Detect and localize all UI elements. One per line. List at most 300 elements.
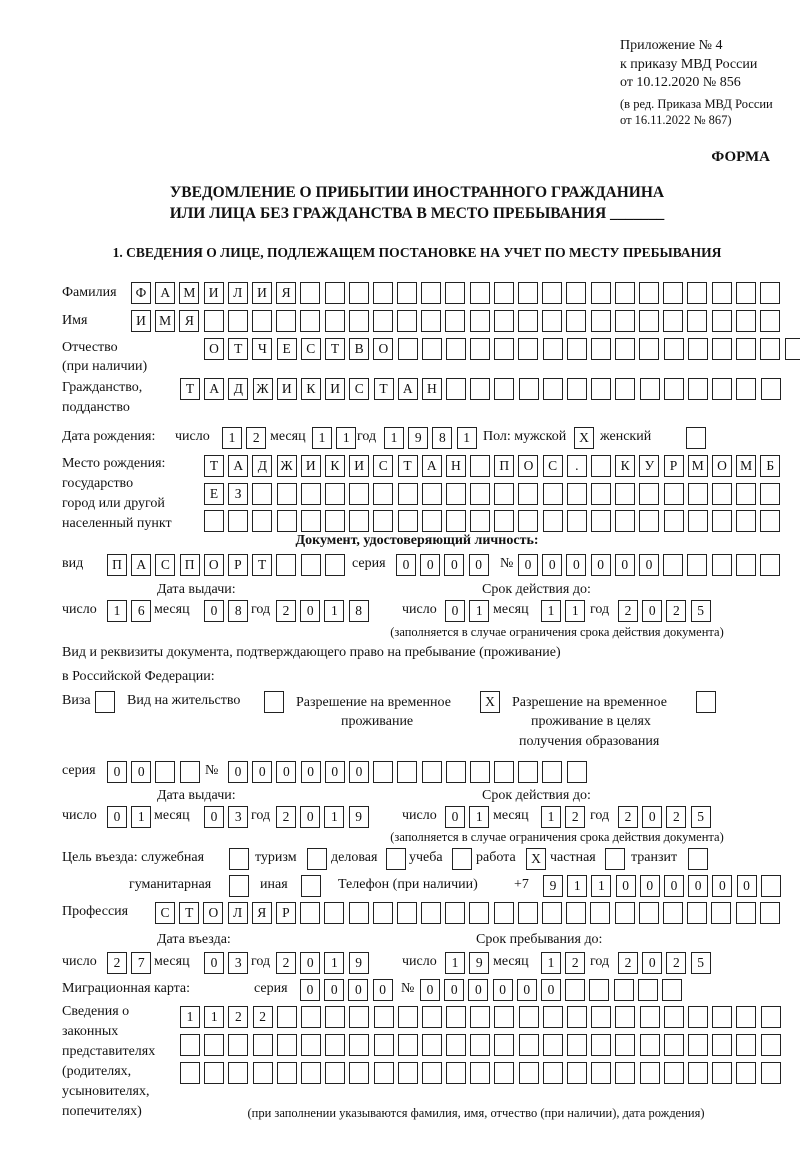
char-cell[interactable]: [397, 761, 417, 783]
char-cell[interactable]: 1: [222, 427, 242, 449]
char-cell[interactable]: 1: [180, 1006, 200, 1028]
char-cell[interactable]: 2: [276, 952, 296, 974]
char-cell[interactable]: [349, 310, 369, 332]
char-cell[interactable]: М: [155, 310, 175, 332]
char-cell[interactable]: [300, 902, 320, 924]
char-cell[interactable]: Ф: [131, 282, 151, 304]
char-cell[interactable]: [422, 338, 442, 360]
char-cell[interactable]: 2: [107, 952, 127, 974]
char-cell[interactable]: 0: [591, 554, 611, 576]
char-cell[interactable]: Е: [204, 483, 224, 505]
char-cell[interactable]: [494, 1006, 514, 1028]
char-cell[interactable]: 0: [444, 554, 464, 576]
char-cell[interactable]: И: [325, 378, 345, 400]
char-cell[interactable]: [615, 1034, 635, 1056]
char-cell[interactable]: [374, 1006, 394, 1028]
char-cell[interactable]: [605, 848, 625, 870]
char-cell[interactable]: [565, 979, 585, 1001]
char-cell[interactable]: [276, 310, 296, 332]
char-cell[interactable]: [712, 282, 732, 304]
char-cell[interactable]: Б: [760, 455, 780, 477]
char-cell[interactable]: [664, 338, 684, 360]
char-cell[interactable]: 0: [228, 761, 248, 783]
char-cell[interactable]: [591, 483, 611, 505]
char-cell[interactable]: 1: [445, 952, 465, 974]
char-cell[interactable]: [639, 282, 659, 304]
char-cell[interactable]: Я: [252, 902, 272, 924]
char-cell[interactable]: [591, 310, 611, 332]
char-cell[interactable]: 0: [640, 875, 660, 897]
char-cell[interactable]: А: [204, 378, 224, 400]
char-cell[interactable]: 2: [618, 600, 638, 622]
char-cell[interactable]: [229, 875, 249, 897]
char-cell[interactable]: [253, 1034, 273, 1056]
char-cell[interactable]: 0: [348, 979, 368, 1001]
char-cell[interactable]: [446, 510, 466, 532]
char-cell[interactable]: 1: [469, 600, 489, 622]
char-cell[interactable]: Т: [180, 378, 200, 400]
char-cell[interactable]: [325, 483, 345, 505]
char-cell[interactable]: [688, 483, 708, 505]
char-cell[interactable]: [422, 761, 442, 783]
char-cell[interactable]: Т: [374, 378, 394, 400]
char-cell[interactable]: 2: [246, 427, 266, 449]
char-cell[interactable]: 0: [737, 875, 757, 897]
char-cell[interactable]: [277, 1034, 297, 1056]
char-cell[interactable]: [664, 1006, 684, 1028]
char-cell[interactable]: 1: [541, 806, 561, 828]
char-cell[interactable]: 0: [420, 979, 440, 1001]
char-cell[interactable]: [397, 310, 417, 332]
char-cell[interactable]: 1: [591, 875, 611, 897]
char-cell[interactable]: 0: [642, 952, 662, 974]
char-cell[interactable]: А: [398, 378, 418, 400]
char-cell[interactable]: 1: [204, 1006, 224, 1028]
char-cell[interactable]: [398, 338, 418, 360]
char-cell[interactable]: У: [639, 455, 659, 477]
char-cell[interactable]: 0: [107, 806, 127, 828]
char-cell[interactable]: [736, 1006, 756, 1028]
char-cell[interactable]: [566, 282, 586, 304]
char-cell[interactable]: [398, 483, 418, 505]
char-cell[interactable]: [325, 1006, 345, 1028]
char-cell[interactable]: [204, 310, 224, 332]
char-cell[interactable]: [494, 1062, 514, 1084]
char-cell[interactable]: [686, 427, 706, 449]
char-cell[interactable]: 0: [373, 979, 393, 1001]
char-cell[interactable]: 9: [349, 806, 369, 828]
char-cell[interactable]: Д: [228, 378, 248, 400]
char-cell[interactable]: В: [349, 338, 369, 360]
char-cell[interactable]: О: [204, 338, 224, 360]
char-cell[interactable]: [688, 1062, 708, 1084]
char-cell[interactable]: [711, 902, 731, 924]
char-cell[interactable]: [325, 310, 345, 332]
char-cell[interactable]: [374, 1062, 394, 1084]
char-cell[interactable]: 3: [228, 806, 248, 828]
char-cell[interactable]: П: [180, 554, 200, 576]
char-cell[interactable]: [591, 1006, 611, 1028]
char-cell[interactable]: [301, 1062, 321, 1084]
char-cell[interactable]: [324, 902, 344, 924]
char-cell[interactable]: [228, 510, 248, 532]
char-cell[interactable]: [542, 761, 562, 783]
char-cell[interactable]: [518, 902, 538, 924]
char-cell[interactable]: [591, 282, 611, 304]
char-cell[interactable]: С: [373, 455, 393, 477]
char-cell[interactable]: [373, 483, 393, 505]
char-cell[interactable]: [301, 1034, 321, 1056]
char-cell[interactable]: [760, 282, 780, 304]
char-cell[interactable]: [543, 483, 563, 505]
char-cell[interactable]: 0: [616, 875, 636, 897]
char-cell[interactable]: [470, 455, 490, 477]
char-cell[interactable]: 2: [276, 600, 296, 622]
char-cell[interactable]: Т: [325, 338, 345, 360]
char-cell[interactable]: [325, 282, 345, 304]
char-cell[interactable]: [712, 310, 732, 332]
char-cell[interactable]: 0: [324, 979, 344, 1001]
char-cell[interactable]: [421, 282, 441, 304]
char-cell[interactable]: 0: [493, 979, 513, 1001]
char-cell[interactable]: П: [107, 554, 127, 576]
char-cell[interactable]: [446, 761, 466, 783]
char-cell[interactable]: [696, 691, 716, 713]
char-cell[interactable]: 8: [349, 600, 369, 622]
char-cell[interactable]: [397, 282, 417, 304]
char-cell[interactable]: 1: [336, 427, 356, 449]
char-cell[interactable]: [373, 310, 393, 332]
char-cell[interactable]: 0: [445, 600, 465, 622]
char-cell[interactable]: [277, 483, 297, 505]
char-cell[interactable]: [494, 761, 514, 783]
char-cell[interactable]: Д: [252, 455, 272, 477]
char-cell[interactable]: [349, 483, 369, 505]
char-cell[interactable]: [494, 902, 514, 924]
char-cell[interactable]: 0: [204, 952, 224, 974]
char-cell[interactable]: И: [301, 455, 321, 477]
char-cell[interactable]: [736, 378, 756, 400]
char-cell[interactable]: [543, 378, 563, 400]
char-cell[interactable]: [590, 902, 610, 924]
char-cell[interactable]: 1: [324, 806, 344, 828]
char-cell[interactable]: [301, 554, 321, 576]
char-cell[interactable]: [470, 282, 490, 304]
char-cell[interactable]: X: [574, 427, 594, 449]
char-cell[interactable]: [712, 1006, 732, 1028]
char-cell[interactable]: [785, 338, 800, 360]
char-cell[interactable]: [760, 310, 780, 332]
char-cell[interactable]: [664, 1062, 684, 1084]
char-cell[interactable]: [615, 483, 635, 505]
char-cell[interactable]: [422, 1034, 442, 1056]
char-cell[interactable]: [470, 310, 490, 332]
char-cell[interactable]: Е: [277, 338, 297, 360]
char-cell[interactable]: [349, 902, 369, 924]
char-cell[interactable]: [591, 1062, 611, 1084]
char-cell[interactable]: [687, 310, 707, 332]
char-cell[interactable]: [712, 1062, 732, 1084]
char-cell[interactable]: [422, 1062, 442, 1084]
char-cell[interactable]: [542, 310, 562, 332]
char-cell[interactable]: [567, 761, 587, 783]
char-cell[interactable]: [446, 338, 466, 360]
char-cell[interactable]: 0: [518, 554, 538, 576]
char-cell[interactable]: [469, 902, 489, 924]
char-cell[interactable]: [615, 378, 635, 400]
char-cell[interactable]: 0: [301, 761, 321, 783]
char-cell[interactable]: [301, 1006, 321, 1028]
char-cell[interactable]: [518, 282, 538, 304]
char-cell[interactable]: [518, 510, 538, 532]
char-cell[interactable]: [421, 902, 441, 924]
char-cell[interactable]: 0: [396, 554, 416, 576]
char-cell[interactable]: [736, 483, 756, 505]
char-cell[interactable]: [687, 282, 707, 304]
char-cell[interactable]: [155, 761, 175, 783]
char-cell[interactable]: 1: [457, 427, 477, 449]
char-cell[interactable]: [470, 1062, 490, 1084]
char-cell[interactable]: [301, 483, 321, 505]
char-cell[interactable]: [712, 554, 732, 576]
char-cell[interactable]: [518, 483, 538, 505]
char-cell[interactable]: [518, 310, 538, 332]
char-cell[interactable]: А: [131, 554, 151, 576]
char-cell[interactable]: [761, 1006, 781, 1028]
char-cell[interactable]: 1: [565, 600, 585, 622]
char-cell[interactable]: [452, 848, 472, 870]
char-cell[interactable]: [567, 510, 587, 532]
char-cell[interactable]: [639, 902, 659, 924]
char-cell[interactable]: [325, 554, 345, 576]
char-cell[interactable]: [180, 1034, 200, 1056]
char-cell[interactable]: [662, 979, 682, 1001]
char-cell[interactable]: [204, 510, 224, 532]
char-cell[interactable]: О: [518, 455, 538, 477]
char-cell[interactable]: [712, 378, 732, 400]
char-cell[interactable]: [373, 902, 393, 924]
char-cell[interactable]: [349, 1034, 369, 1056]
char-cell[interactable]: [543, 1062, 563, 1084]
char-cell[interactable]: [712, 483, 732, 505]
char-cell[interactable]: [566, 310, 586, 332]
char-cell[interactable]: [615, 902, 635, 924]
char-cell[interactable]: [398, 1006, 418, 1028]
char-cell[interactable]: 0: [300, 952, 320, 974]
char-cell[interactable]: [277, 1006, 297, 1028]
char-cell[interactable]: О: [203, 902, 223, 924]
char-cell[interactable]: 5: [691, 806, 711, 828]
char-cell[interactable]: [591, 338, 611, 360]
char-cell[interactable]: С: [155, 902, 175, 924]
char-cell[interactable]: [615, 1062, 635, 1084]
char-cell[interactable]: Т: [204, 455, 224, 477]
char-cell[interactable]: 0: [541, 979, 561, 1001]
char-cell[interactable]: [397, 902, 417, 924]
char-cell[interactable]: [422, 510, 442, 532]
char-cell[interactable]: [639, 310, 659, 332]
char-cell[interactable]: [374, 1034, 394, 1056]
char-cell[interactable]: 0: [468, 979, 488, 1001]
char-cell[interactable]: [421, 310, 441, 332]
char-cell[interactable]: 0: [615, 554, 635, 576]
char-cell[interactable]: [688, 848, 708, 870]
char-cell[interactable]: Н: [422, 378, 442, 400]
char-cell[interactable]: [761, 1034, 781, 1056]
char-cell[interactable]: [615, 338, 635, 360]
char-cell[interactable]: [494, 282, 514, 304]
char-cell[interactable]: [663, 282, 683, 304]
char-cell[interactable]: 1: [312, 427, 332, 449]
char-cell[interactable]: 2: [666, 952, 686, 974]
char-cell[interactable]: [252, 310, 272, 332]
char-cell[interactable]: [445, 282, 465, 304]
char-cell[interactable]: Р: [228, 554, 248, 576]
char-cell[interactable]: Ж: [253, 378, 273, 400]
char-cell[interactable]: [349, 1006, 369, 1028]
char-cell[interactable]: Т: [179, 902, 199, 924]
char-cell[interactable]: [325, 1062, 345, 1084]
char-cell[interactable]: 0: [300, 600, 320, 622]
char-cell[interactable]: 1: [107, 600, 127, 622]
char-cell[interactable]: [518, 338, 538, 360]
char-cell[interactable]: [567, 378, 587, 400]
char-cell[interactable]: [373, 510, 393, 532]
char-cell[interactable]: Я: [179, 310, 199, 332]
char-cell[interactable]: 2: [228, 1006, 248, 1028]
char-cell[interactable]: О: [204, 554, 224, 576]
char-cell[interactable]: 9: [469, 952, 489, 974]
char-cell[interactable]: [229, 848, 249, 870]
char-cell[interactable]: [736, 554, 756, 576]
char-cell[interactable]: О: [373, 338, 393, 360]
char-cell[interactable]: [761, 1062, 781, 1084]
char-cell[interactable]: [688, 1006, 708, 1028]
char-cell[interactable]: Т: [228, 338, 248, 360]
char-cell[interactable]: [663, 310, 683, 332]
char-cell[interactable]: И: [277, 378, 297, 400]
char-cell[interactable]: [591, 455, 611, 477]
char-cell[interactable]: [736, 902, 756, 924]
char-cell[interactable]: [688, 378, 708, 400]
char-cell[interactable]: [542, 282, 562, 304]
char-cell[interactable]: .: [567, 455, 587, 477]
char-cell[interactable]: 2: [618, 806, 638, 828]
char-cell[interactable]: [494, 338, 514, 360]
char-cell[interactable]: 0: [107, 761, 127, 783]
char-cell[interactable]: 0: [131, 761, 151, 783]
char-cell[interactable]: [519, 1062, 539, 1084]
char-cell[interactable]: 0: [664, 875, 684, 897]
char-cell[interactable]: [252, 483, 272, 505]
char-cell[interactable]: [543, 510, 563, 532]
char-cell[interactable]: 0: [300, 979, 320, 1001]
char-cell[interactable]: [494, 378, 514, 400]
char-cell[interactable]: [446, 483, 466, 505]
char-cell[interactable]: [373, 761, 393, 783]
char-cell[interactable]: 9: [543, 875, 563, 897]
char-cell[interactable]: 0: [300, 806, 320, 828]
char-cell[interactable]: [640, 1062, 660, 1084]
char-cell[interactable]: [300, 282, 320, 304]
char-cell[interactable]: [712, 338, 732, 360]
char-cell[interactable]: П: [494, 455, 514, 477]
char-cell[interactable]: 8: [432, 427, 452, 449]
char-cell[interactable]: [519, 1006, 539, 1028]
char-cell[interactable]: 1: [131, 806, 151, 828]
char-cell[interactable]: [494, 310, 514, 332]
char-cell[interactable]: К: [301, 378, 321, 400]
char-cell[interactable]: [664, 1034, 684, 1056]
char-cell[interactable]: Л: [228, 282, 248, 304]
char-cell[interactable]: [614, 979, 634, 1001]
char-cell[interactable]: [228, 310, 248, 332]
char-cell[interactable]: 7: [131, 952, 151, 974]
char-cell[interactable]: [422, 1006, 442, 1028]
char-cell[interactable]: 3: [228, 952, 248, 974]
char-cell[interactable]: 0: [445, 806, 465, 828]
char-cell[interactable]: 0: [204, 600, 224, 622]
char-cell[interactable]: 0: [566, 554, 586, 576]
char-cell[interactable]: [470, 761, 490, 783]
char-cell[interactable]: [349, 510, 369, 532]
char-cell[interactable]: [422, 483, 442, 505]
char-cell[interactable]: [446, 1062, 466, 1084]
char-cell[interactable]: 9: [349, 952, 369, 974]
char-cell[interactable]: [589, 979, 609, 1001]
char-cell[interactable]: 0: [469, 554, 489, 576]
char-cell[interactable]: X: [480, 691, 500, 713]
char-cell[interactable]: 6: [131, 600, 151, 622]
char-cell[interactable]: [228, 1034, 248, 1056]
char-cell[interactable]: [760, 510, 780, 532]
char-cell[interactable]: [639, 483, 659, 505]
char-cell[interactable]: Л: [228, 902, 248, 924]
char-cell[interactable]: [446, 1006, 466, 1028]
char-cell[interactable]: [398, 510, 418, 532]
char-cell[interactable]: [760, 902, 780, 924]
char-cell[interactable]: 0: [276, 761, 296, 783]
char-cell[interactable]: 8: [228, 600, 248, 622]
char-cell[interactable]: Р: [664, 455, 684, 477]
char-cell[interactable]: Т: [252, 554, 272, 576]
char-cell[interactable]: [712, 510, 732, 532]
char-cell[interactable]: [470, 510, 490, 532]
char-cell[interactable]: [736, 310, 756, 332]
char-cell[interactable]: 0: [325, 761, 345, 783]
char-cell[interactable]: И: [252, 282, 272, 304]
char-cell[interactable]: [760, 483, 780, 505]
char-cell[interactable]: 0: [349, 761, 369, 783]
char-cell[interactable]: [761, 378, 781, 400]
char-cell[interactable]: 1: [384, 427, 404, 449]
char-cell[interactable]: К: [615, 455, 635, 477]
char-cell[interactable]: Ж: [277, 455, 297, 477]
char-cell[interactable]: [761, 875, 781, 897]
char-cell[interactable]: [687, 554, 707, 576]
char-cell[interactable]: О: [712, 455, 732, 477]
char-cell[interactable]: [736, 338, 756, 360]
char-cell[interactable]: [543, 1006, 563, 1028]
char-cell[interactable]: 0: [542, 554, 562, 576]
char-cell[interactable]: М: [688, 455, 708, 477]
char-cell[interactable]: 2: [565, 952, 585, 974]
char-cell[interactable]: 1: [567, 875, 587, 897]
char-cell[interactable]: [470, 378, 490, 400]
char-cell[interactable]: [373, 282, 393, 304]
char-cell[interactable]: [264, 691, 284, 713]
char-cell[interactable]: И: [349, 455, 369, 477]
